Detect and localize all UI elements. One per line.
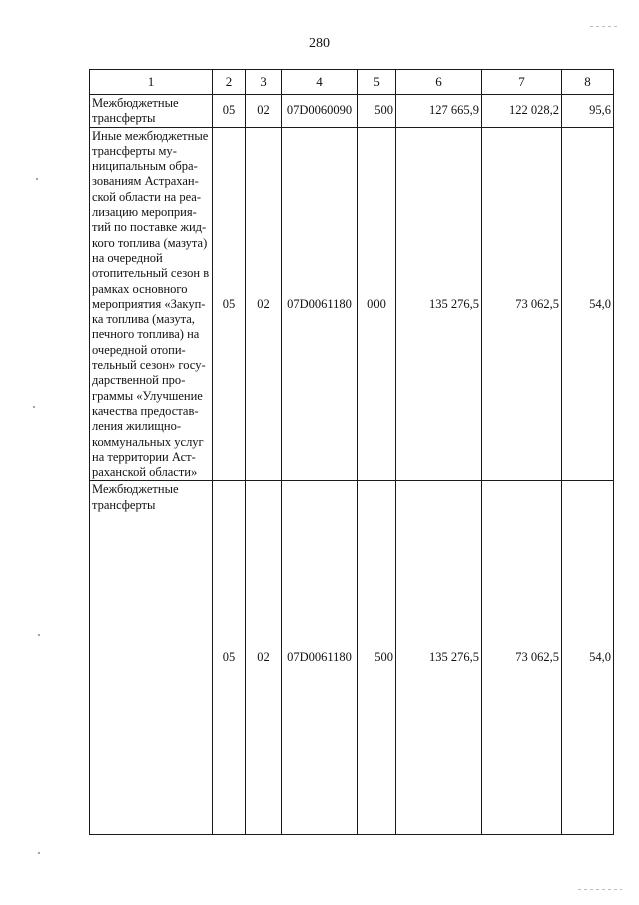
scan-speck bbox=[38, 852, 40, 854]
subsection-cell: 02 bbox=[246, 127, 282, 481]
page-number: 280 bbox=[309, 36, 330, 51]
percent-cell: 95,6 bbox=[562, 95, 614, 128]
percent-cell: 54,0 bbox=[562, 127, 614, 481]
target-article-cell: 07D0061180 bbox=[282, 127, 358, 481]
scan-speck bbox=[33, 406, 35, 408]
budget-table bbox=[89, 69, 614, 835]
plan-amount-cell: 135 276,5 bbox=[396, 127, 482, 481]
actual-amount-cell: 122 028,2 bbox=[482, 95, 562, 128]
header-cell: 6 bbox=[396, 70, 482, 95]
plan-amount-cell: 135 276,5 bbox=[396, 481, 482, 835]
header-cell: 2 bbox=[213, 70, 246, 95]
scan-artifact bbox=[578, 889, 622, 890]
header-cell: 1 bbox=[90, 70, 213, 95]
table-row bbox=[90, 481, 614, 835]
target-article-cell: 07D0061180 bbox=[282, 481, 358, 835]
subsection-cell: 02 bbox=[246, 95, 282, 128]
row-name-cell: Межбюджетные трансферты bbox=[90, 481, 213, 835]
table-row bbox=[90, 127, 614, 481]
header-cell: 7 bbox=[482, 70, 562, 95]
header-cell: 8 bbox=[562, 70, 614, 95]
actual-amount-cell: 73 062,5 bbox=[482, 127, 562, 481]
expense-type-cell: 000 bbox=[358, 127, 396, 481]
table-row bbox=[90, 95, 614, 128]
section-cell: 05 bbox=[213, 127, 246, 481]
scan-speck bbox=[38, 634, 40, 636]
section-cell: 05 bbox=[213, 481, 246, 835]
scan-speck bbox=[36, 178, 38, 180]
percent-cell: 54,0 bbox=[562, 481, 614, 835]
plan-amount-cell: 127 665,9 bbox=[396, 95, 482, 128]
header-cell: 4 bbox=[282, 70, 358, 95]
header-cell: 5 bbox=[358, 70, 396, 95]
expense-type-cell: 500 bbox=[358, 481, 396, 835]
header-cell: 3 bbox=[246, 70, 282, 95]
target-article-cell: 07D0060090 bbox=[282, 95, 358, 128]
subsection-cell: 02 bbox=[246, 481, 282, 835]
expense-type-cell: 500 bbox=[358, 95, 396, 128]
row-name-cell: Иные межбюджетные трансферты муниципальным образованиям Астраханской области на реализацию мероприятий по поставке жидкого топлива (мазута) на очередной отопительный сезон в рамках основного мероприятия «Закупка топлива (мазута, печного топлива) на очередной отопительный сезон» государственной программы «Улучшение качества предоставления жилищно-коммунальных услуг на территории Астраханской области» bbox=[90, 127, 213, 481]
scan-artifact bbox=[590, 26, 618, 27]
table-header-row bbox=[90, 70, 614, 95]
section-cell: 05 bbox=[213, 95, 246, 128]
row-name-cell: Межбюджетные трансферты bbox=[90, 95, 213, 128]
actual-amount-cell: 73 062,5 bbox=[482, 481, 562, 835]
